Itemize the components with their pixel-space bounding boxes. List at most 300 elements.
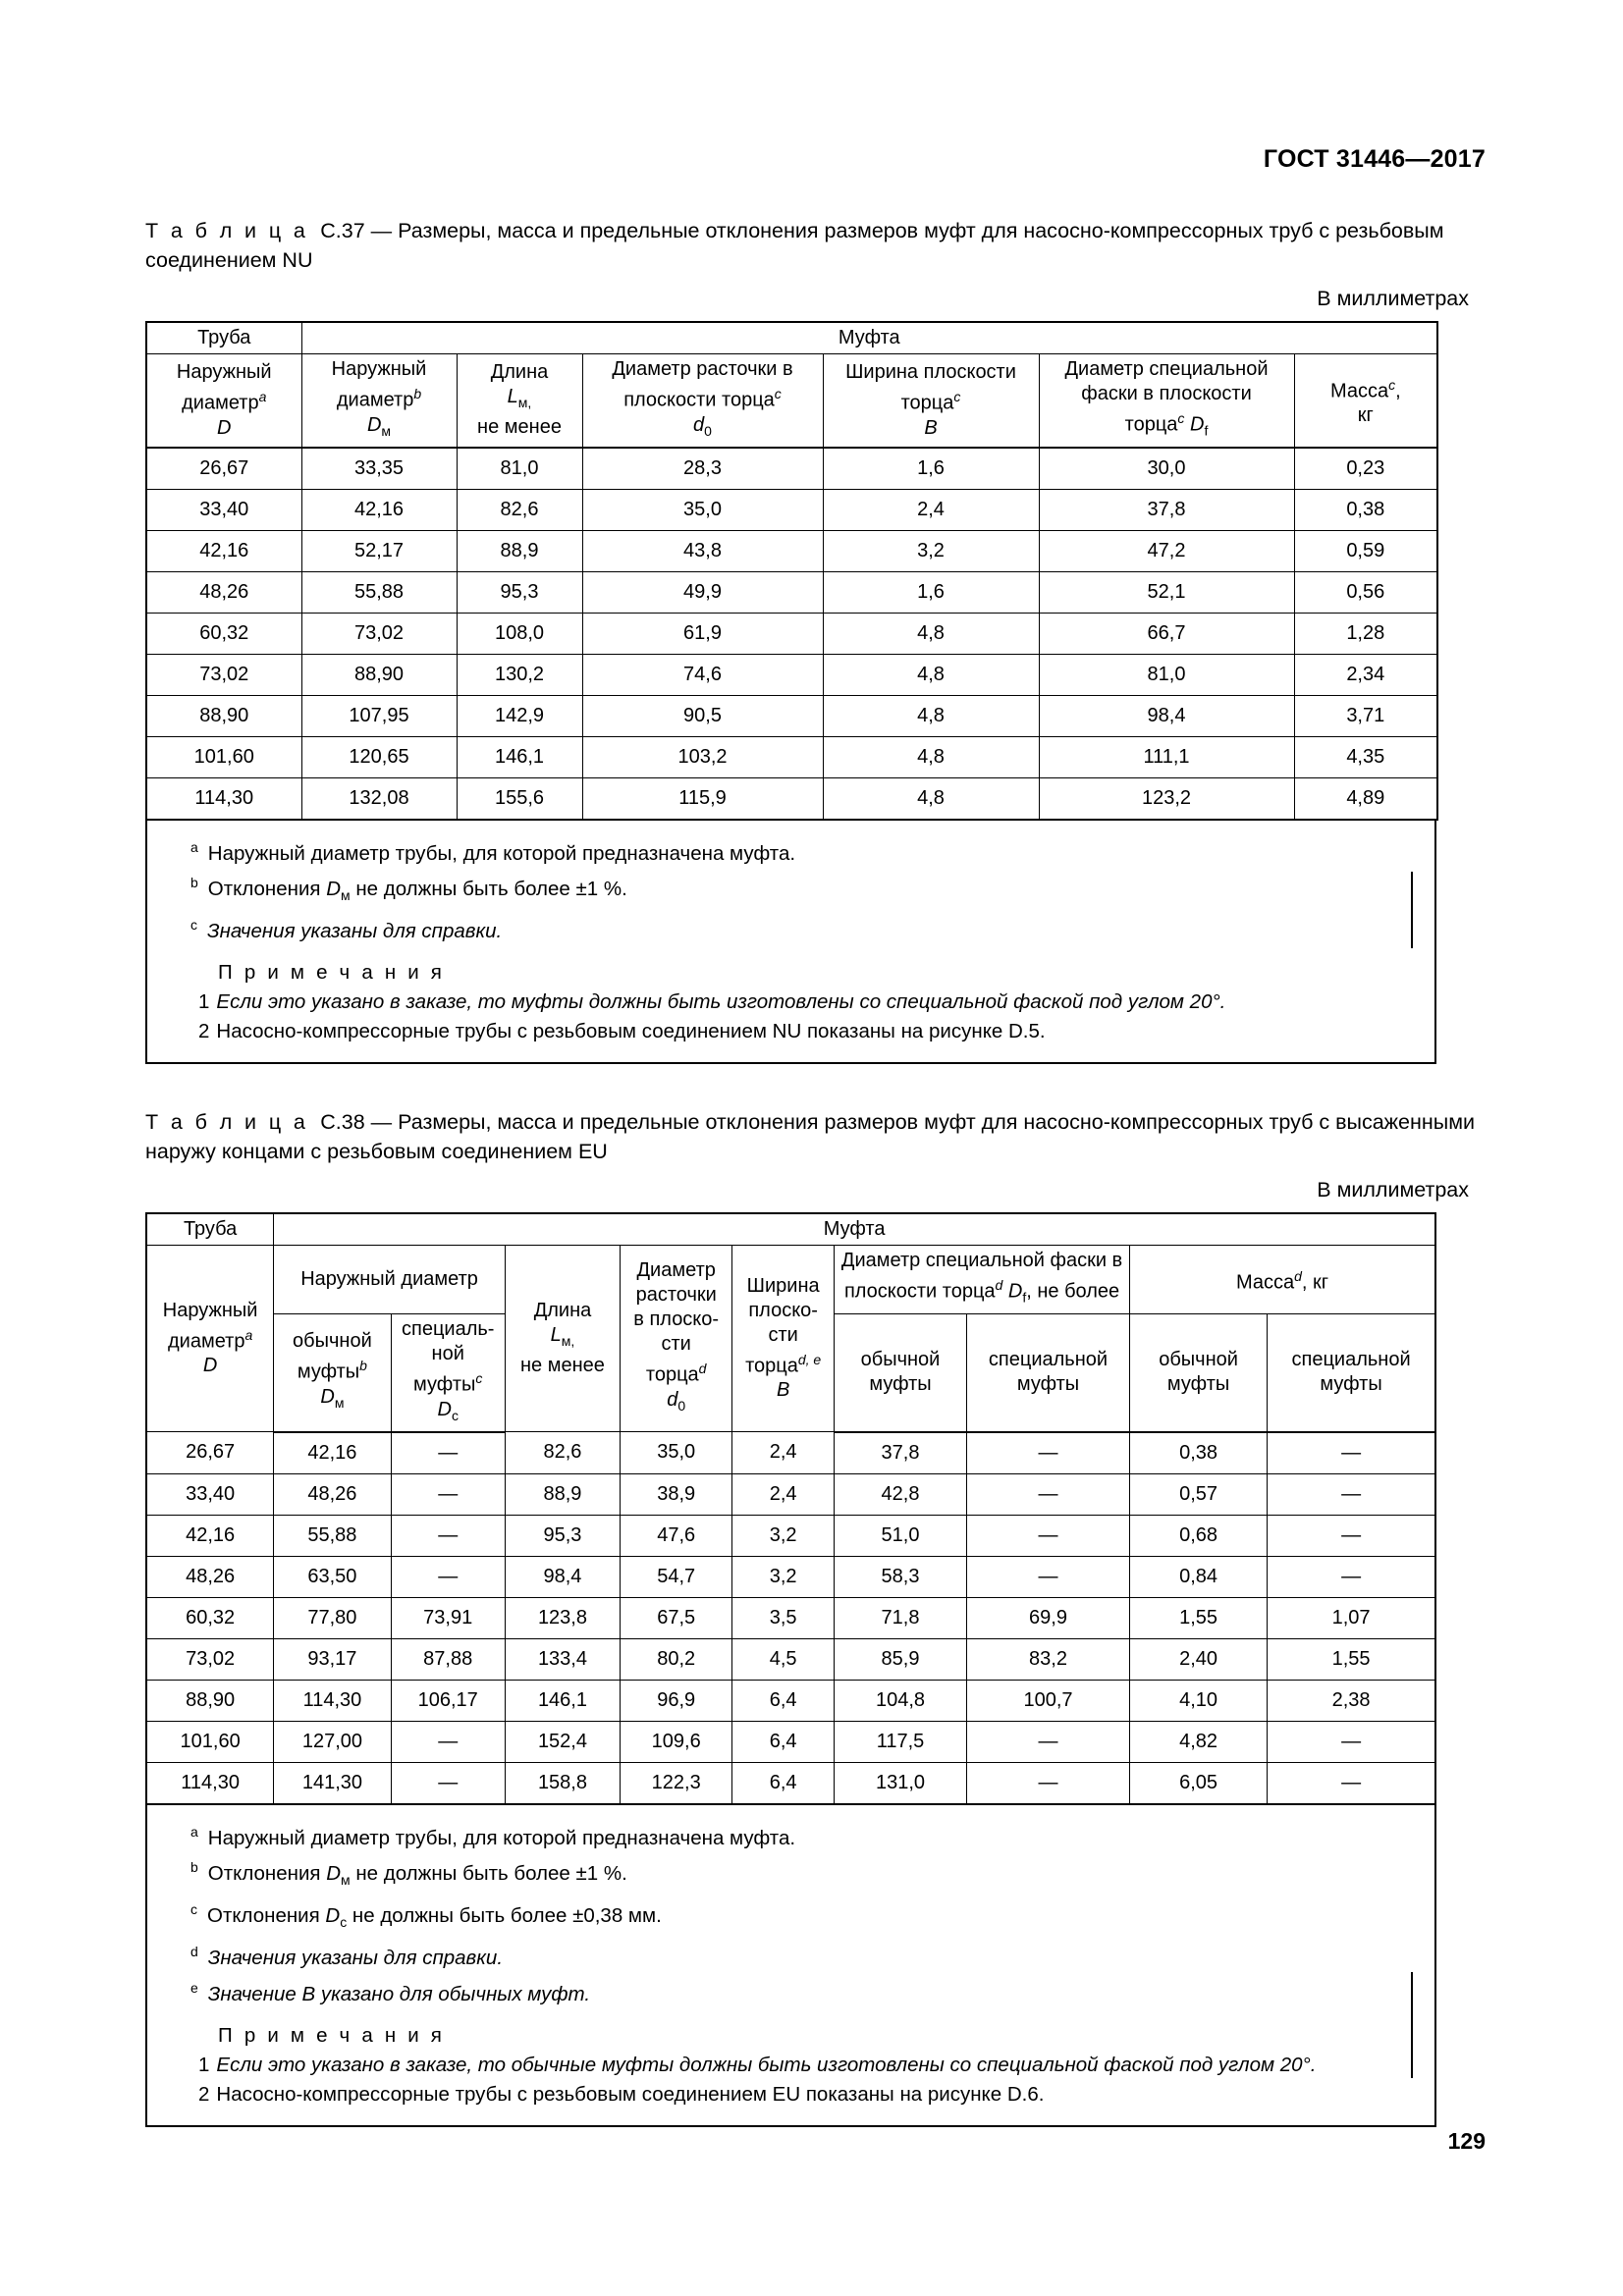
table-c37-col-length <box>457 354 582 448</box>
hdr-line: фаски в плоскости <box>1081 383 1252 404</box>
cell: 111,1 <box>1039 736 1294 777</box>
table-c38-title-number: С.38 <box>320 1110 365 1135</box>
table-c37-title-text: Размеры, масса и предельные отклонения размеров муфт для насосно-компрессорных труб с резьбовым соединением NU <box>145 219 1444 272</box>
hdr-line: торца <box>745 1355 798 1377</box>
content-column <box>145 216 1481 2127</box>
cell: 1,28 <box>1294 613 1437 654</box>
table-c37-col-coupling-outer-diameter <box>301 354 457 448</box>
hdr-sup: b <box>359 1358 367 1374</box>
cell: 4,82 <box>1130 1721 1268 1762</box>
hdr-line: , не более <box>1026 1280 1120 1303</box>
hdr-line: Масса <box>1235 1271 1295 1294</box>
cell: 48,26 <box>146 571 301 613</box>
cell: 47,6 <box>621 1515 732 1556</box>
hdr-line: Диаметр расточки в <box>612 358 793 380</box>
cell: 48,26 <box>146 1556 274 1597</box>
hdr-sup: c <box>774 386 782 401</box>
hdr-sup: b <box>413 386 422 401</box>
table-c38-note-2 <box>147 2080 1434 2109</box>
table-c37 <box>145 321 1438 821</box>
note-text: Если это указано в заказе, то обычные муфты должны быть изготовлены со специальной фаской под углом 20°. <box>216 2053 1317 2076</box>
hdr-line: диаметр <box>336 389 414 411</box>
table-c38-col-pipe-outer-diameter <box>146 1246 274 1432</box>
cell: 2,4 <box>732 1473 835 1515</box>
cell: 1,07 <box>1268 1597 1435 1638</box>
hdr-subscript: м <box>381 422 392 439</box>
hdr-sup: d, e <box>797 1351 822 1367</box>
cell: 52,17 <box>301 530 457 571</box>
hdr-line: обычной <box>860 1349 941 1371</box>
cell: 0,59 <box>1294 530 1437 571</box>
hdr-symbol: D <box>1189 413 1205 436</box>
cell: 88,90 <box>146 695 301 736</box>
cell: 4,89 <box>1294 777 1437 820</box>
cell: 0,38 <box>1130 1432 1268 1474</box>
note-number: 2 <box>198 2082 210 2106</box>
hdr-subscript: м, <box>561 1333 575 1350</box>
hdr-sup: d <box>1294 1267 1302 1284</box>
table-c37-title-number: С.37 <box>320 219 365 242</box>
hdr-line: плоско- <box>748 1299 818 1321</box>
table-c37-title-dash: — <box>370 219 393 242</box>
footnote-text: Значения указаны для справки. <box>207 1947 504 1970</box>
hdr-line: Наружный <box>162 1299 258 1321</box>
cell: 58,3 <box>835 1556 967 1597</box>
hdr-sup: a <box>244 1326 253 1343</box>
cell: 98,4 <box>505 1556 620 1597</box>
cell: 63,50 <box>274 1556 391 1597</box>
footnote-text: не должны быть более ±0,38 мм. <box>347 1904 662 1928</box>
cell: 141,30 <box>274 1762 391 1804</box>
hdr-line: расточки <box>635 1284 717 1307</box>
hdr-line: муфты <box>869 1373 932 1396</box>
table-c38-col-length <box>505 1246 620 1432</box>
footnote-e <box>147 1973 1434 2009</box>
cell: 54,7 <box>621 1556 732 1597</box>
cell: 101,60 <box>146 736 301 777</box>
cell: 1,6 <box>823 571 1039 613</box>
footnote-text: Отклонения <box>207 1862 327 1886</box>
hdr-sup: a <box>258 389 267 404</box>
cell: 158,8 <box>505 1762 620 1804</box>
table-c38-title-text: Размеры, масса и предельные отклонения размеров муфт для насосно-компрессорных труб с высаженными наружу концами с резьбовым соединением EU <box>145 1110 1476 1164</box>
table-c38-note-1 <box>147 2051 1434 2080</box>
footnote-mark: a <box>190 838 198 855</box>
cell: 35,0 <box>582 489 823 530</box>
note-number: 2 <box>198 1020 210 1043</box>
cell: 88,90 <box>146 1680 274 1721</box>
hdr-sup: c <box>475 1369 483 1386</box>
table-c38-col-face-width <box>732 1246 835 1432</box>
cell: 87,88 <box>391 1638 505 1680</box>
table-row <box>146 1473 1435 1515</box>
cell: 73,02 <box>146 654 301 695</box>
note-text: Насосно-компрессорные трубы с резьбовым соединением NU показаны на рисунке D.5. <box>216 1020 1046 1043</box>
hdr-line: сти <box>661 1333 691 1356</box>
hdr-line: Диаметр специальной фаски в плоскости торца <box>840 1250 1123 1303</box>
table-row <box>146 1432 1435 1474</box>
hdr-line: Длина <box>490 361 549 384</box>
table-row <box>146 1515 1435 1556</box>
cell: — <box>966 1762 1129 1804</box>
cell: 82,6 <box>457 489 582 530</box>
cell: 38,9 <box>621 1473 732 1515</box>
hdr-line: ной <box>431 1342 464 1364</box>
footnote-text: Отклонения <box>207 878 327 901</box>
table-row <box>146 777 1437 820</box>
cell: 73,02 <box>301 613 457 654</box>
table-c37-notes-heading: П р и м е ч а н и я <box>218 961 446 985</box>
cell: 3,2 <box>732 1556 835 1597</box>
table-c38 <box>145 1212 1436 1804</box>
footnote-mark: d <box>190 1944 198 1960</box>
table-c38-col-mass-ordinary <box>1130 1313 1268 1431</box>
hdr-line: Длина <box>533 1300 592 1322</box>
footnote-mark: b <box>190 875 198 891</box>
cell: — <box>966 1473 1129 1515</box>
change-bar <box>1411 872 1413 948</box>
table-c38-title <box>145 1107 1481 1166</box>
table-c38-col-chamfer-ordinary <box>835 1313 967 1431</box>
table-c38-group-coupling: Муфта <box>274 1213 1435 1246</box>
hdr-line: муфты <box>297 1362 360 1384</box>
table-row <box>146 695 1437 736</box>
table-c37-note-2 <box>147 1017 1434 1046</box>
cell: 33,35 <box>301 448 457 490</box>
hdr-line: муфты <box>1320 1373 1382 1396</box>
cell: 33,40 <box>146 1473 274 1515</box>
cell: 2,34 <box>1294 654 1437 695</box>
table-c37-group-pipe: Труба <box>146 322 301 354</box>
hdr-symbol: D <box>320 1386 335 1409</box>
hdr-line: Диаметр специальной <box>1064 358 1269 380</box>
hdr-subscript: м, <box>517 395 532 411</box>
cell: 1,6 <box>823 448 1039 490</box>
cell: 6,4 <box>732 1721 835 1762</box>
table-c38-group-mass <box>1130 1246 1435 1314</box>
cell: 0,56 <box>1294 571 1437 613</box>
hdr-line: в плоско- <box>633 1308 720 1331</box>
cell: 85,9 <box>835 1638 967 1680</box>
cell: 37,8 <box>1039 489 1294 530</box>
hdr-line: специальной <box>988 1349 1109 1371</box>
cell: 130,2 <box>457 654 582 695</box>
hdr-line: обычной <box>1159 1349 1238 1371</box>
footnote-text: Значения указаны для справки. <box>207 920 503 943</box>
hdr-line: Масса <box>1329 380 1389 402</box>
note-text: Если это указано в заказе, то муфты должны быть изготовлены со специальной фаской под углом 20°. <box>216 990 1226 1014</box>
cell: 4,10 <box>1130 1680 1268 1721</box>
hdr-symbol: D <box>437 1398 452 1420</box>
cell: 88,9 <box>505 1473 620 1515</box>
cell: 1,55 <box>1268 1638 1435 1680</box>
table-row <box>146 1762 1435 1804</box>
hdr-sup: d <box>995 1277 1003 1294</box>
cell: 4,8 <box>823 777 1039 820</box>
hdr-subscript: 0 <box>704 422 712 439</box>
page-number: 129 <box>1447 2128 1486 2154</box>
hdr-subscript: с <box>451 1407 459 1423</box>
hdr-subscript: f <box>1022 1289 1027 1306</box>
hdr-symbol: B <box>924 416 938 439</box>
cell: 30,0 <box>1039 448 1294 490</box>
footnote-text: Наружный диаметр трубы, для которой предназначена муфта. <box>207 1826 796 1849</box>
cell: 114,30 <box>274 1680 391 1721</box>
cell: 4,8 <box>823 613 1039 654</box>
cell: 26,67 <box>146 1432 274 1474</box>
cell: 114,30 <box>146 1762 274 1804</box>
cell: 4,8 <box>823 654 1039 695</box>
cell: 88,90 <box>301 654 457 695</box>
cell: — <box>1268 1721 1435 1762</box>
cell: 6,05 <box>1130 1762 1268 1804</box>
cell: 123,8 <box>505 1597 620 1638</box>
table-row <box>146 571 1437 613</box>
cell: 42,8 <box>835 1473 967 1515</box>
cell: 133,4 <box>505 1638 620 1680</box>
table-row <box>146 489 1437 530</box>
cell: 115,9 <box>582 777 823 820</box>
hdr-line: диаметр <box>167 1330 245 1353</box>
footnote-c <box>147 910 1434 946</box>
hdr-line: , <box>1395 380 1401 402</box>
hdr-symbol: d <box>693 413 705 436</box>
footnote-symbol: D <box>326 878 342 901</box>
cell: 120,65 <box>301 736 457 777</box>
cell: 2,4 <box>823 489 1039 530</box>
cell: 52,1 <box>1039 571 1294 613</box>
table-row <box>146 1597 1435 1638</box>
cell: 28,3 <box>582 448 823 490</box>
cell: 33,40 <box>146 489 301 530</box>
cell: 4,8 <box>823 736 1039 777</box>
hdr-line: Ширина <box>746 1274 820 1297</box>
footnote-a <box>147 832 1434 869</box>
hdr-line: кг <box>1357 404 1374 427</box>
cell: — <box>1268 1556 1435 1597</box>
cell: 2,38 <box>1268 1680 1435 1721</box>
hdr-sup: d <box>698 1361 707 1377</box>
hdr-symbol: d <box>667 1388 678 1411</box>
cell: 107,95 <box>301 695 457 736</box>
table-c37-col-pipe-outer-diameter <box>146 354 301 448</box>
hdr-line: Диаметр <box>636 1259 716 1282</box>
table-c37-col-special-chamfer <box>1039 354 1294 448</box>
cell: — <box>966 1721 1129 1762</box>
cell: 152,4 <box>505 1721 620 1762</box>
hdr-line: торца <box>900 392 954 414</box>
hdr-line: диаметр <box>182 392 259 414</box>
hdr-line: не менее <box>477 416 562 439</box>
table-c37-group-coupling: Муфта <box>301 322 1437 354</box>
cell: 77,80 <box>274 1597 391 1638</box>
cell: 93,17 <box>274 1638 391 1680</box>
table-c37-col-mass <box>1294 354 1437 448</box>
hdr-line: торца <box>1124 413 1178 436</box>
cell: 90,5 <box>582 695 823 736</box>
cell: 42,16 <box>146 530 301 571</box>
table-c37-note-1 <box>147 988 1434 1017</box>
footnote-mark: e <box>190 1980 198 1997</box>
cell: 122,3 <box>621 1762 732 1804</box>
footnote-mark: a <box>190 1823 198 1840</box>
cell: 95,3 <box>505 1515 620 1556</box>
hdr-line: сти <box>768 1323 798 1346</box>
hdr-sup: c <box>1177 410 1185 426</box>
cell: 69,9 <box>966 1597 1129 1638</box>
cell: 49,9 <box>582 571 823 613</box>
cell: 74,6 <box>582 654 823 695</box>
cell: 106,17 <box>391 1680 505 1721</box>
table-row <box>146 654 1437 695</box>
footnote-text: не должны быть более ±1 %. <box>350 1862 627 1886</box>
footnote-text: не должны быть более ±1 %. <box>350 878 627 901</box>
cell: 6,4 <box>732 1680 835 1721</box>
table-c37-group-header-row <box>146 322 1437 354</box>
cell: 3,5 <box>732 1597 835 1638</box>
hdr-symbol: D <box>366 413 382 436</box>
cell: 73,91 <box>391 1597 505 1638</box>
table-c38-col-chamfer-special <box>966 1313 1129 1431</box>
table-c37-column-header-row <box>146 354 1437 448</box>
hdr-subscript: м <box>334 1395 345 1412</box>
footnote-b <box>147 1852 1434 1895</box>
cell: 2,4 <box>732 1432 835 1474</box>
cell: 26,67 <box>146 448 301 490</box>
table-c38-notes-heading: П р и м е ч а н и я <box>218 2023 446 2047</box>
footnote-text: Значение B указано для обычных муфт. <box>207 1982 591 2005</box>
cell: 42,16 <box>146 1515 274 1556</box>
cell: 83,2 <box>966 1638 1129 1680</box>
table-c38-subgroup-header-row <box>146 1246 1435 1314</box>
cell: 108,0 <box>457 613 582 654</box>
cell: — <box>391 1432 505 1474</box>
cell: 82,6 <box>505 1432 620 1474</box>
table-c38-col-bore-diameter <box>621 1246 732 1432</box>
table-c38-group-pipe: Труба <box>146 1213 274 1246</box>
cell: 95,3 <box>457 571 582 613</box>
cell: 60,32 <box>146 1597 274 1638</box>
footnote-subscript: м <box>341 1872 351 1889</box>
footnote-text: Отклонения <box>207 1904 326 1928</box>
cell: 60,32 <box>146 613 301 654</box>
cell: — <box>391 1556 505 1597</box>
table-row <box>146 613 1437 654</box>
note-text: Насосно-компрессорные трубы с резьбовым соединением EU показаны на рисунке D.6. <box>216 2082 1045 2106</box>
hdr-line: плоскости торца <box>623 389 775 411</box>
cell: 132,08 <box>301 777 457 820</box>
cell: 109,6 <box>621 1721 732 1762</box>
hdr-line: , кг <box>1301 1271 1329 1294</box>
cell: 98,4 <box>1039 695 1294 736</box>
cell: — <box>966 1515 1129 1556</box>
cell: 127,00 <box>274 1721 391 1762</box>
cell: 0,68 <box>1130 1515 1268 1556</box>
table-c38-units: В миллиметрах <box>1317 1178 1469 1202</box>
table-c37-units: В миллиметрах <box>1317 287 1469 310</box>
table-c38-group-special-chamfer <box>835 1246 1130 1314</box>
hdr-symbol: L <box>550 1324 562 1347</box>
cell: — <box>966 1556 1129 1597</box>
cell: 101,60 <box>146 1721 274 1762</box>
table-row <box>146 736 1437 777</box>
cell: 42,16 <box>274 1432 391 1474</box>
hdr-subscript: 0 <box>677 1397 686 1414</box>
hdr-symbol: B <box>776 1379 790 1402</box>
table-row <box>146 1721 1435 1762</box>
note-number: 1 <box>198 990 210 1014</box>
hdr-symbol: D <box>202 1355 218 1377</box>
cell: — <box>1268 1515 1435 1556</box>
cell: 104,8 <box>835 1680 967 1721</box>
cell: 71,8 <box>835 1597 967 1638</box>
cell: — <box>391 1721 505 1762</box>
hdr-symbol: D <box>1007 1280 1023 1303</box>
table-c38-footnote-block <box>145 1805 1436 2127</box>
cell: — <box>391 1762 505 1804</box>
cell: 73,02 <box>146 1638 274 1680</box>
cell: 142,9 <box>457 695 582 736</box>
table-c38-group-outer-diameter: Наружный диаметр <box>274 1246 506 1314</box>
cell: 80,2 <box>621 1638 732 1680</box>
cell: 131,0 <box>835 1762 967 1804</box>
footnote-subscript: с <box>340 1914 348 1931</box>
table-c38-col-ordinary-coupling-diameter <box>274 1313 391 1431</box>
cell: — <box>1268 1432 1435 1474</box>
cell: 3,71 <box>1294 695 1437 736</box>
cell: — <box>1268 1762 1435 1804</box>
hdr-line: торца <box>645 1363 699 1386</box>
hdr-line: специаль- <box>401 1317 495 1340</box>
cell: 2,40 <box>1130 1638 1268 1680</box>
table-c38-col-mass-special <box>1268 1313 1435 1431</box>
cell: 117,5 <box>835 1721 967 1762</box>
cell: 37,8 <box>835 1432 967 1474</box>
table-row <box>146 448 1437 490</box>
cell: 35,0 <box>621 1432 732 1474</box>
footnote-symbol: D <box>326 1862 342 1886</box>
table-c38-title-dash: — <box>370 1110 393 1135</box>
table-c37-title <box>145 216 1481 275</box>
table-c37-col-face-width <box>823 354 1039 448</box>
hdr-line: муфты <box>1166 1373 1230 1396</box>
footnote-subscript: м <box>341 887 351 904</box>
cell: 4,5 <box>732 1638 835 1680</box>
footnote-b <box>147 868 1434 910</box>
cell: 6,4 <box>732 1762 835 1804</box>
hdr-line: Наружный <box>176 361 272 383</box>
cell: 4,8 <box>823 695 1039 736</box>
table-c37-col-bore-diameter <box>582 354 823 448</box>
cell: — <box>966 1432 1129 1474</box>
table-c37-title-label: Т а б л и ц а <box>145 219 309 242</box>
note-number: 1 <box>198 2053 210 2076</box>
table-row <box>146 1638 1435 1680</box>
cell: 0,38 <box>1294 489 1437 530</box>
cell: 146,1 <box>457 736 582 777</box>
footnote-symbol: D <box>325 1904 341 1928</box>
cell: 55,88 <box>301 571 457 613</box>
change-bar <box>1411 1972 1413 2078</box>
hdr-symbol: L <box>507 386 518 408</box>
cell: 61,9 <box>582 613 823 654</box>
cell: 0,84 <box>1130 1556 1268 1597</box>
cell: 100,7 <box>966 1680 1129 1721</box>
footnote-mark: c <box>190 917 197 934</box>
hdr-line: обычной <box>293 1330 372 1353</box>
cell: — <box>391 1515 505 1556</box>
cell: 67,5 <box>621 1597 732 1638</box>
